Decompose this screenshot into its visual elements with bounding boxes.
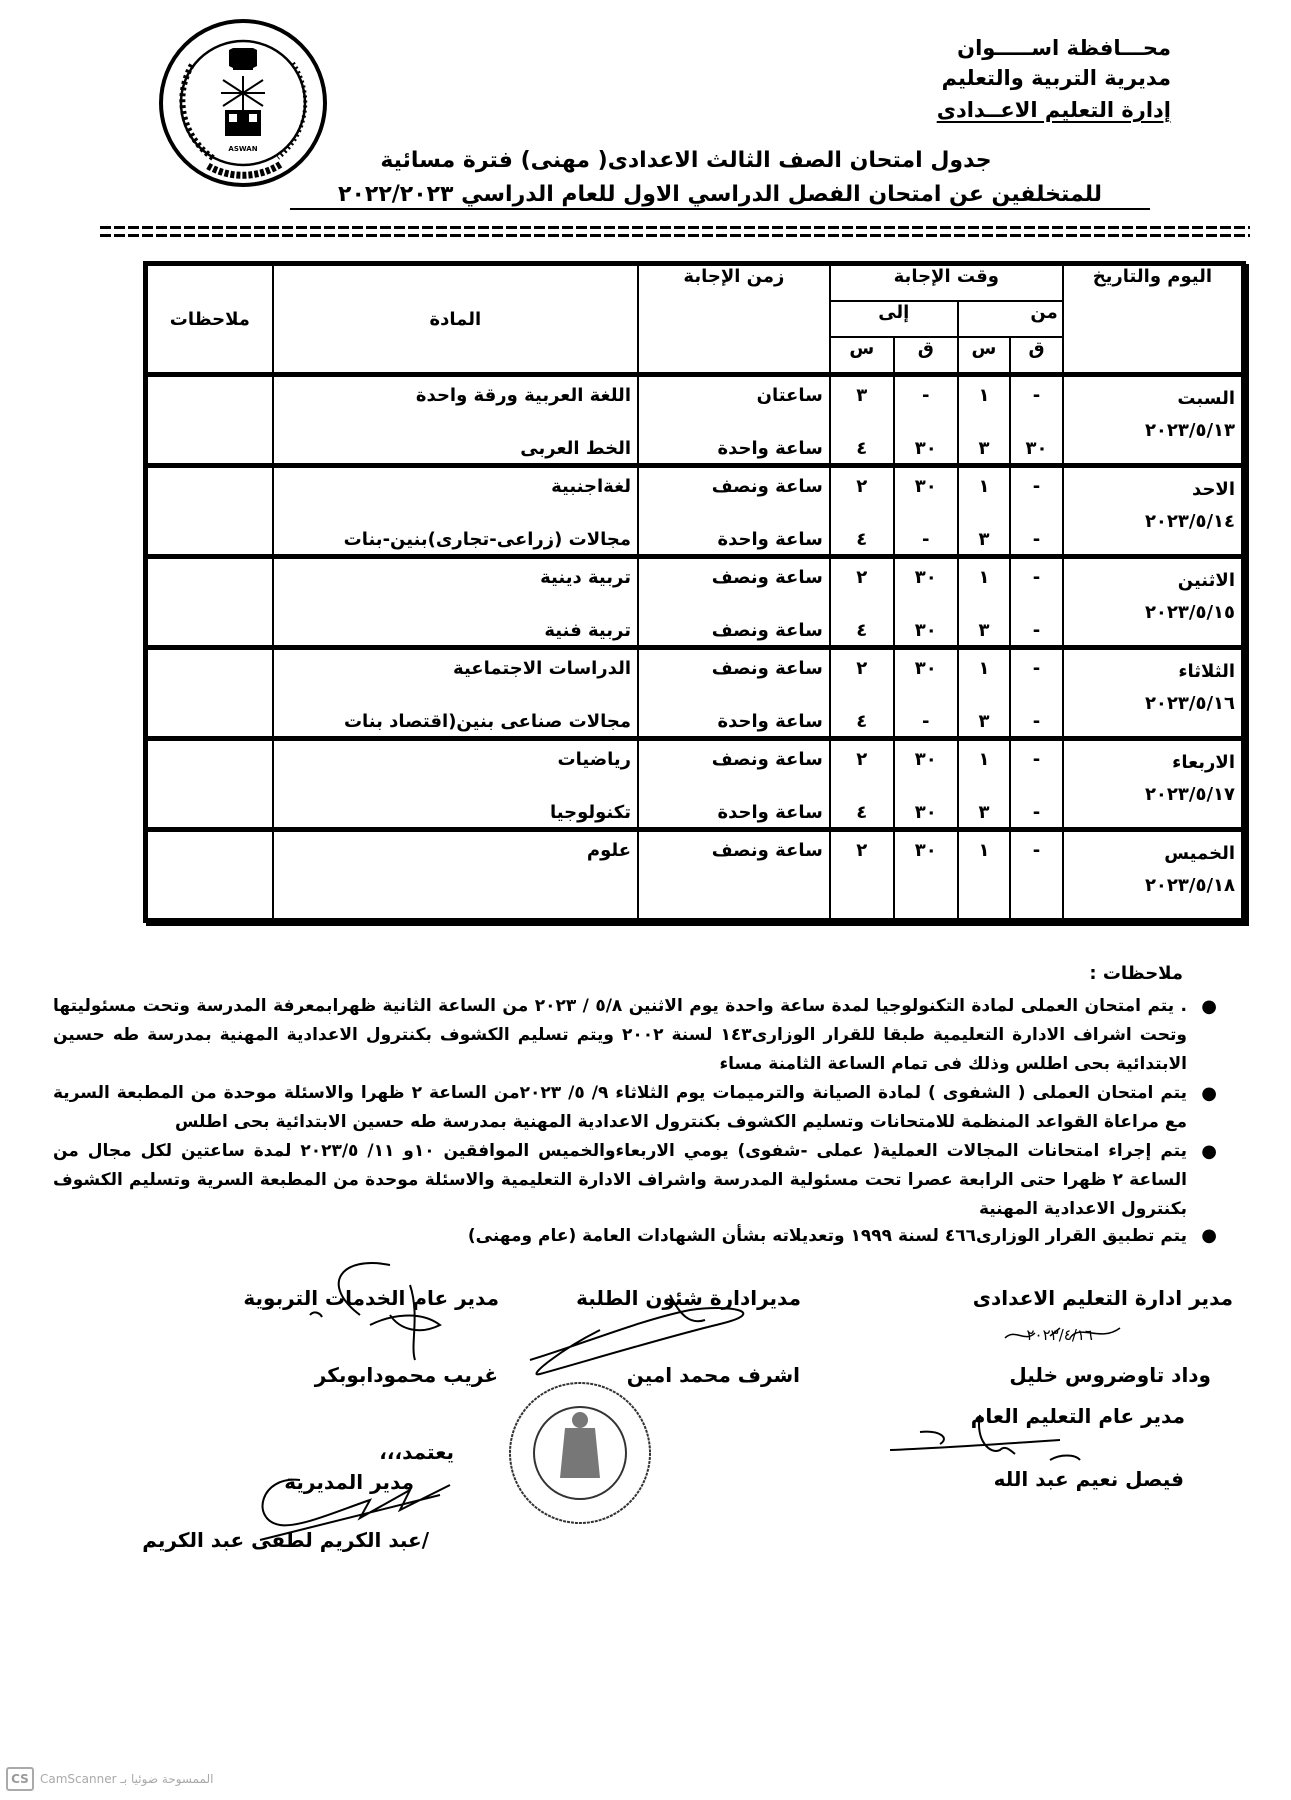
duration-value: ساعة واحدة (717, 529, 823, 550)
header-to-label: إلى (878, 302, 910, 323)
from-minute-value: - (1032, 840, 1041, 861)
to-hour-cell (830, 739, 894, 830)
day-name: الثلاثاء (1178, 661, 1235, 682)
day-name: الاثنين (1177, 570, 1235, 591)
from-minute-value: - (1032, 529, 1041, 550)
duration-cell (638, 466, 830, 557)
duration-value: ساعة ونصف (711, 567, 823, 588)
header-answer-time-label: وقت الإجابة (893, 266, 999, 287)
from-minute-value: - (1032, 749, 1041, 770)
from-hour-value: ٣ (978, 529, 990, 550)
to-minute-value: - (922, 711, 930, 732)
svg-text:ASWAN: ASWAN (228, 145, 258, 153)
header-to-hour: س (830, 337, 894, 375)
subject-cell (273, 830, 638, 920)
header-subject-label: المادة (429, 308, 482, 330)
duration-value: ساعة ونصف (711, 620, 823, 641)
day-name: السبت (1177, 388, 1235, 409)
from-hour-value: ١ (978, 476, 990, 497)
from-minute-value: - (1032, 802, 1041, 823)
general-edu-title: مدير عام التعليم العام (970, 1404, 1185, 1428)
header-notes-label: ملاحظات (169, 308, 250, 330)
to-minute-value: ٣٠ (914, 620, 937, 641)
duration-cell (638, 648, 830, 739)
to-minute-cell (894, 375, 958, 466)
to-minute-value: ٣٠ (914, 802, 937, 823)
subject-value: لغةاجنبية (551, 476, 631, 497)
subject-value: الخط العربى (520, 438, 631, 459)
exam-schedule-table (143, 261, 1246, 923)
prep-director-title: مدير ادارة التعليم الاعدادى (972, 1286, 1233, 1310)
subject-cell (273, 375, 638, 466)
governorate-name: محـــافظة اســـــوان (957, 36, 1171, 60)
exam-date: ٢٠٢٣/٥/١٤ (1144, 511, 1235, 532)
table-row (147, 739, 1242, 830)
table-row (147, 830, 1242, 920)
header-duration (638, 265, 830, 375)
from-minute-cell (1010, 830, 1063, 920)
department-name: إدارة التعليم الاعــدادى (936, 98, 1171, 122)
from-hour-value: ١ (978, 385, 990, 406)
subject-cell (273, 557, 638, 648)
header-day-date (1063, 265, 1242, 375)
subject-value: الدراسات الاجتماعية (453, 658, 631, 679)
header-day-date-label: اليوم والتاريخ (1092, 266, 1213, 287)
day-date-cell (1063, 466, 1242, 557)
from-hour-cell (958, 557, 1011, 648)
header-duration-label: زمن الإجابة (683, 266, 785, 287)
to-hour-value: ٤ (856, 711, 868, 732)
to-minute-value: ٣٠ (914, 567, 937, 588)
exam-date: ٢٠٢٣/٥/١٥ (1144, 602, 1235, 623)
signature-general-edu (880, 1410, 1100, 1480)
from-minute-value: - (1032, 567, 1041, 588)
from-hour-value: ١ (978, 749, 990, 770)
day-name: الاربعاء (1172, 752, 1235, 773)
header-subject (273, 265, 638, 375)
from-minute-value: - (1032, 620, 1041, 641)
to-minute-value: ٣٠ (914, 840, 937, 861)
directorate-head-title: مدير المديرية (284, 1470, 414, 1494)
to-hour-value: ٢ (856, 658, 868, 679)
note-text: يتم إجراء امتحانات المجالات العملية( عملى -شفوى) يومي الاربعاءوالخميس الموافقين ١٠و ١١/ ٢٠٢٣/٥ لمدة ساعتين لكل مجال من الساعة ٢ ظهرا حتى الرابعة عصرا تحت مسئولية المدرسة واشراف الادارة التعليمية والاسئلة موحدة من المطبعة السرية وتسليم الكشوف بكنترول الاعدادية المهنية (53, 1141, 1187, 1219)
subject-value: تربية دينية (540, 567, 631, 588)
to-hour-value: ٢ (856, 567, 868, 588)
day-date-cell (1063, 375, 1242, 466)
to-minute-cell (894, 830, 958, 920)
dashed-divider (100, 226, 1250, 240)
subject-value: تكنولوجيا (550, 802, 631, 823)
from-minute-value: - (1032, 385, 1041, 406)
from-minute-value: - (1032, 476, 1041, 497)
subject-value: اللغة العربية ورقة واحدة (415, 385, 631, 406)
subject-value: مجالات (زراعى-تجارى)بنين-بنات (343, 529, 631, 550)
from-hour-value: ٣ (978, 438, 990, 459)
note-item (53, 1137, 1223, 1224)
day-date-cell (1063, 830, 1242, 920)
day-date-cell (1063, 648, 1242, 739)
duration-cell (638, 375, 830, 466)
header-from-minute: ق (1010, 337, 1063, 375)
to-hour-cell (830, 830, 894, 920)
subject-cell (273, 466, 638, 557)
to-hour-value: ٢ (856, 840, 868, 861)
directorate-head-name: /عبد الكريم لطفى عبد الكريم (142, 1528, 429, 1552)
from-hour-cell (958, 375, 1011, 466)
to-minute-value: - (922, 529, 930, 550)
document-title: جدول امتحان الصف الثالث الاعدادى( مهنى) فترة مسائية (380, 148, 992, 173)
duration-value: ساعة ونصف (711, 749, 823, 770)
bullet-icon: ● (1201, 1225, 1217, 1246)
note-item (53, 1224, 1223, 1248)
bullet-icon: ● (1201, 1083, 1217, 1104)
edu-services-name: غريب محمودابوبكر (314, 1363, 498, 1387)
duration-value: ساعة ونصف (711, 658, 823, 679)
official-stamp (505, 1378, 655, 1528)
approved-label: يعتمد،،، (379, 1440, 454, 1464)
duration-cell (638, 557, 830, 648)
duration-cell (638, 739, 830, 830)
camscanner-text: الممسوحة ضوئيا بـ CamScanner (40, 1772, 214, 1786)
prep-director-date: ٢٠٢٣/٤/١٦ (1026, 1326, 1093, 1344)
to-hour-value: ٤ (856, 620, 868, 641)
notes-cell (147, 648, 273, 739)
subject-cell (273, 739, 638, 830)
from-minute-cell (1010, 375, 1063, 466)
edu-services-title: مدير عام الخدمات التربوية (243, 1286, 499, 1310)
duration-value: ساعة ونصف (711, 840, 823, 861)
subject-value: تربية فنية (544, 620, 631, 641)
duration-value: ساعة واحدة (717, 802, 823, 823)
to-hour-value: ٤ (856, 438, 868, 459)
directorate-name: مديرية التربية والتعليم (941, 66, 1171, 90)
to-hour-cell (830, 648, 894, 739)
duration-value: ساعة واحدة (717, 438, 823, 459)
to-minute-value: ٣٠ (914, 658, 937, 679)
notes-cell (147, 466, 273, 557)
table-row (147, 557, 1242, 648)
note-item (53, 1079, 1223, 1137)
header-from-label: من (1030, 302, 1058, 323)
duration-value: ساعة واحدة (717, 711, 823, 732)
notes-title: ملاحظات : (1089, 963, 1183, 984)
to-minute-cell (894, 739, 958, 830)
to-minute-value: ٣٠ (914, 476, 937, 497)
duration-value: ساعة ونصف (711, 476, 823, 497)
note-text: يتم امتحان العملى ( الشفوى ) لمادة الصيانة والترميمات يوم الثلاثاء ٩/ ٥/ ٢٠٢٣من الساعة ٢ ظهرا والاسئلة موحدة من المطبعة السرية مع مراعاة القواعد المنظمة للامتحانات وتسليم الكشوف بكنترول الاعدادية المهنية بمدرسة طه حسين الابتدائية بحى اطلس (53, 1083, 1187, 1132)
from-hour-value: ٣ (978, 620, 990, 641)
subject-value: رياضيات (557, 749, 631, 770)
from-hour-cell (958, 830, 1011, 920)
from-hour-cell (958, 466, 1011, 557)
from-minute-cell (1010, 557, 1063, 648)
signature-student-affairs (520, 1290, 780, 1380)
to-hour-cell (830, 375, 894, 466)
notes-cell (147, 375, 273, 466)
notes-cell (147, 830, 273, 920)
student-affairs-name: اشرف محمد امين (626, 1363, 800, 1387)
from-minute-cell (1010, 466, 1063, 557)
to-hour-cell (830, 466, 894, 557)
prep-director-name: وداد تاوضروس خليل (1009, 1363, 1211, 1387)
to-hour-value: ٤ (856, 802, 868, 823)
day-date-cell (1063, 739, 1242, 830)
duration-cell (638, 830, 830, 920)
camscanner-watermark (6, 1767, 213, 1791)
header-from-hour: س (958, 337, 1011, 375)
to-minute-value: ٣٠ (914, 438, 937, 459)
from-hour-value: ١ (978, 840, 990, 861)
header-to (830, 301, 958, 337)
notes-cell (147, 557, 273, 648)
from-hour-value: ٣ (978, 802, 990, 823)
bullet-icon: ● (1201, 996, 1217, 1017)
to-hour-value: ٢ (856, 749, 868, 770)
from-hour-value: ١ (978, 567, 990, 588)
to-hour-value: ٤ (856, 529, 868, 550)
header-to-minute: ق (894, 337, 958, 375)
bullet-icon: ● (1201, 1141, 1217, 1162)
exam-date: ٢٠٢٣/٥/١٣ (1144, 420, 1235, 441)
to-hour-value: ٢ (856, 476, 868, 497)
from-hour-cell (958, 648, 1011, 739)
header-from (958, 301, 1063, 337)
day-name: الاحد (1192, 479, 1235, 500)
notes-list (53, 992, 1223, 1248)
day-date-cell (1063, 557, 1242, 648)
signature-prep-director-date (1000, 1318, 1140, 1348)
to-minute-cell (894, 466, 958, 557)
note-item (53, 992, 1223, 1079)
student-affairs-title: مديرادارة شئون الطلبة (576, 1286, 801, 1310)
from-hour-cell (958, 739, 1011, 830)
general-edu-name: فيصل نعيم عبد الله (993, 1467, 1184, 1491)
header-answer-time (830, 265, 1063, 301)
table-row (147, 375, 1242, 466)
camscanner-logo-icon: CS (6, 1767, 34, 1791)
note-text: . يتم امتحان العملى لمادة التكنولوجيا لمدة ساعة واحدة يوم الاثنين ٥/٨ / ٢٠٢٣ من الساعة الثانية ظهرابمعرفة المدرسة وتحت مسئوليتها وتحت اشراف الادارة التعليمية طبقا للقرار الوزارى١٤٣ لسنة ٢٠٠٢ ويتم تسليم الكشوف بكنترول الاعدادية المهنية بمدرسة طه حسين الابتدائية بحى اطلس وذلك فى تمام الساعة الثامنة مساء (53, 996, 1187, 1074)
from-minute-value: - (1032, 711, 1041, 732)
notes-cell (147, 739, 273, 830)
subject-cell (273, 648, 638, 739)
table-row (147, 648, 1242, 739)
day-name: الخميس (1164, 843, 1235, 864)
header-notes (147, 265, 273, 375)
from-minute-value: ٣٠ (1025, 438, 1048, 459)
document-subtitle: للمتخلفين عن امتحان الفصل الدراسي الاول للعام الدراسي ٢٠٢٢/٢٠٢٣ (290, 182, 1150, 210)
exam-date: ٢٠٢٣/٥/١٨ (1144, 875, 1235, 896)
to-minute-value: ٣٠ (914, 749, 937, 770)
from-minute-value: - (1032, 658, 1041, 679)
subject-value: علوم (586, 840, 631, 861)
to-minute-value: - (922, 385, 930, 406)
to-hour-value: ٣ (856, 385, 868, 406)
from-minute-cell (1010, 648, 1063, 739)
exam-date: ٢٠٢٣/٥/١٧ (1144, 784, 1235, 805)
table-row (147, 466, 1242, 557)
duration-value: ساعتان (756, 385, 823, 406)
note-text: يتم تطبيق القرار الوزارى٤٦٦ لسنة ١٩٩٩ وتعديلاته بشأن الشهادات العامة (عام ومهنى) (467, 1226, 1187, 1246)
from-minute-cell (1010, 739, 1063, 830)
from-hour-value: ١ (978, 658, 990, 679)
to-hour-cell (830, 557, 894, 648)
signature-edu-services (300, 1255, 480, 1365)
to-minute-cell (894, 648, 958, 739)
exam-date: ٢٠٢٣/٥/١٦ (1144, 693, 1235, 714)
subject-value: مجالات صناعى بنين(اقتصاد بنات (343, 711, 631, 732)
signature-directorate-head (240, 1470, 470, 1550)
from-hour-value: ٣ (978, 711, 990, 732)
to-minute-cell (894, 557, 958, 648)
